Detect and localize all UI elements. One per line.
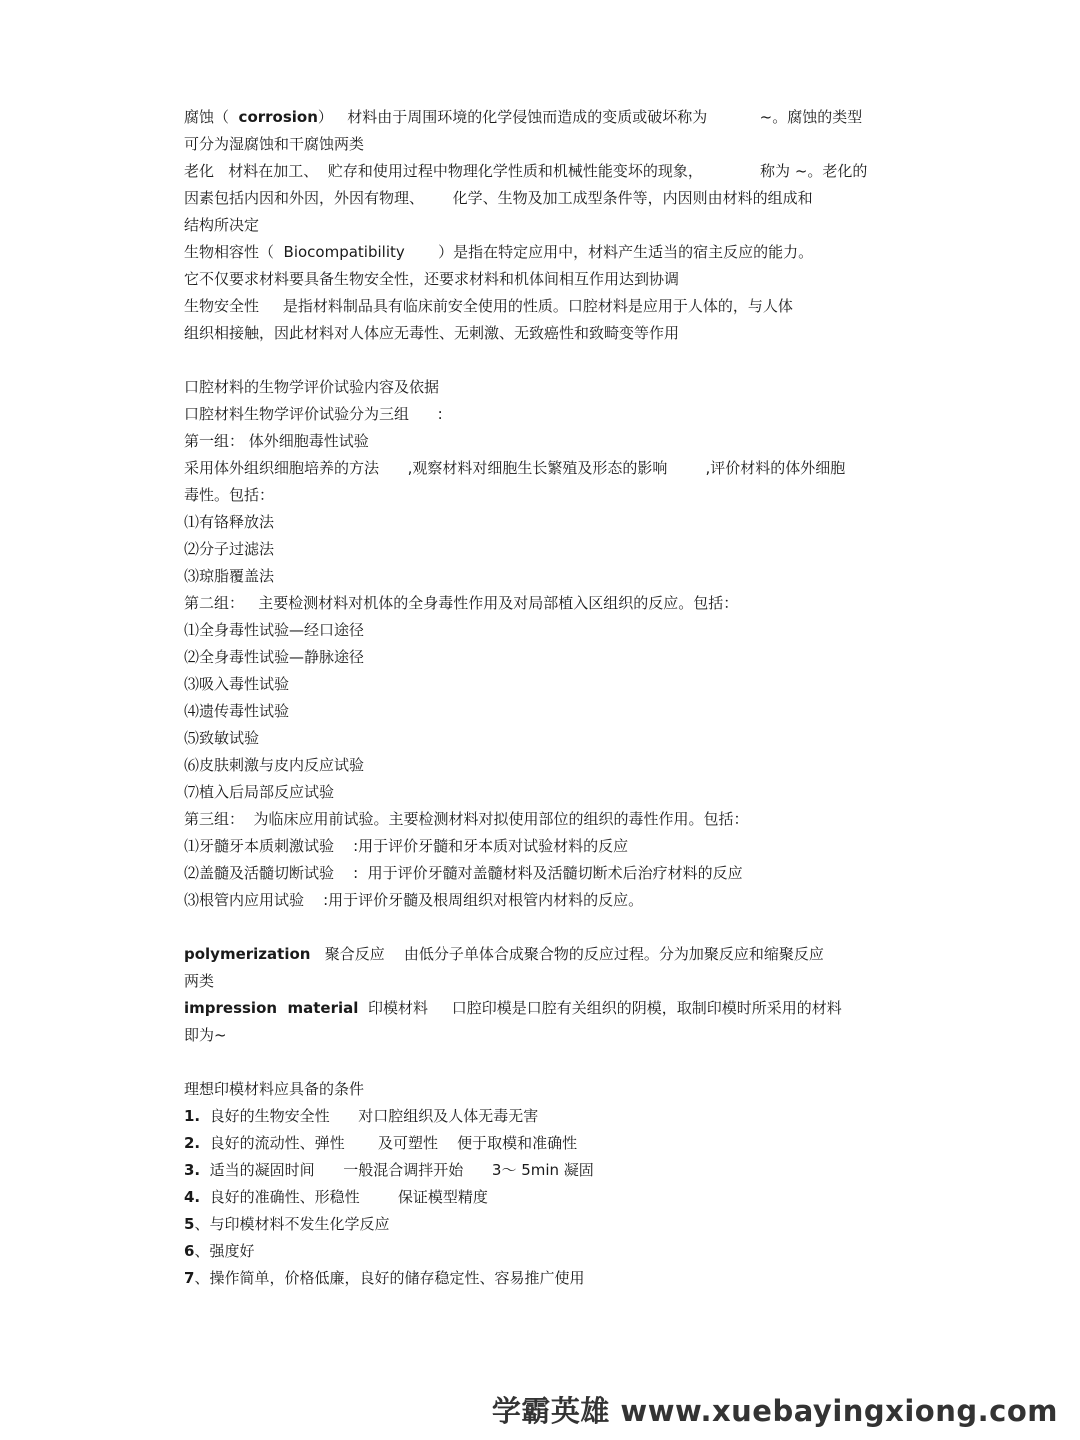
text-span: 良好的流动性、弹性 及可塑性 便于取模和准确性 [200,1134,578,1152]
text-span: 印模材料 口腔印模是口腔有关组织的阴模，取制印模时所采用的材料 [358,999,842,1017]
text-span: 适当的凝固时间 一般混合调拌开始 3～ 5min 凝固 [200,1161,594,1179]
evaluation-line: ⑵盖髓及活髓切断试验 : 用于评价牙髓对盖髓材料及活髓切断术后治疗材料的反应 [184,864,743,882]
evaluation-line: ⑴有铬释放法 [184,513,275,531]
terms-section [184,941,894,1049]
evaluation-line: 口腔材料的生物学评价试验内容及依据 [184,378,440,396]
text-span: 2. [184,1134,201,1152]
evaluation-line: ⑷遗传毒性试验 [184,702,290,720]
text-span: ） 材料由于周围环境的化学侵蚀而造成的变质或破坏称为 ~。腐蚀的类型 [317,108,863,126]
text-span: 即为~ [184,1026,227,1044]
term-line [184,1022,894,1049]
evaluation-line: 口腔材料生物学评价试验分为三组 : [184,405,443,423]
watermark: 学霸英雄 www.xuebayingxiong.com [491,1394,1058,1428]
evaluation-line: 毒性。包括： [184,486,275,504]
text-span: 良好的生物安全性 对口腔组织及人体无毒无害 [200,1107,539,1125]
text-span: 5 [184,1215,195,1233]
text-span: polymerization [184,945,311,963]
requirements-title: 理想印模材料应具备的条件 [184,1080,365,1098]
definition-line [184,239,894,266]
text-span: 6 [184,1242,195,1260]
evaluation-line: ⑵全身毒性试验—静脉途径 [184,648,365,666]
text-span: 4. [184,1188,201,1206]
evaluation-line: 第一组： 体外细胞毒性试验 [184,432,369,450]
term-line [184,968,894,995]
term-line [184,995,894,1022]
text-span: 良好的准确性、形稳性 保证模型精度 [200,1188,488,1206]
text-span: 1. [184,1107,201,1125]
evaluation-section [184,374,894,914]
evaluation-line: ⑺植入后局部反应试验 [184,783,335,801]
text-span: 结构所决定 [184,216,260,234]
text-span: corrosion [238,108,318,126]
requirement-item [184,1184,894,1211]
text-span: 生物相容性（ Biocompatibility ）是指在特定应用中，材料产生适当的宿主反应的能力。 [184,243,814,261]
requirement-item [184,1265,894,1292]
evaluation-line: ⑶琼脂覆盖法 [184,567,275,585]
text-span: 可分为湿腐蚀和干腐蚀两类 [184,135,365,153]
text-span: 因素包括内因和外因，外因有物理、 化学、生物及加工成型条件等，内因则由材料的组成和 [184,189,813,207]
spacer [184,1049,894,1076]
definition-line [184,185,894,212]
text-span: 老化 材料在加工、 贮存和使用过程中物理化学性质和机械性能变坏的现象， 称为 ~。老化的 [184,162,868,180]
text-span: 腐蚀（ [184,108,239,126]
definition-line [184,320,894,347]
text-span: 3. [184,1161,201,1179]
definitions-section [184,104,894,347]
evaluation-line: ⑴牙髓牙本质刺激试验 :用于评价牙髓和牙本质对试验材料的反应 [184,837,629,855]
text-span: 它不仅要求材料要具备生物安全性，还要求材料和机体间相互作用达到协调 [184,270,680,288]
definition-line [184,158,894,185]
evaluation-line: 第二组： 主要检测材料对机体的全身毒性作用及对局部植入区组织的反应。包括： [184,594,739,612]
term-line [184,941,894,968]
definition-line [184,131,894,158]
requirement-item [184,1157,894,1184]
text-span: 7 [184,1269,195,1287]
evaluation-line: ⑶吸入毒性试验 [184,675,290,693]
evaluation-line: ⑸致敏试验 [184,729,260,747]
document-page [184,104,894,1292]
evaluation-line: 采用体外组织细胞培养的方法 ,观察材料对细胞生长繁殖及形态的影响 ,评价材料的体外细胞 [184,459,846,477]
text-span: 、强度好 [194,1242,255,1260]
requirements-section [184,1103,894,1292]
definition-line [184,212,894,239]
evaluation-line: ⑵分子过滤法 [184,540,275,558]
definition-line [184,104,894,131]
requirement-item [184,1211,894,1238]
text-span: 组织相接触，因此材料对人体应无毒性、无刺激、无致癌性和致畸变等作用 [184,324,680,342]
text-span: 、操作简单，价格低廉，良好的储存稳定性、容易推广使用 [194,1269,585,1287]
evaluation-line: 第三组： 为临床应用前试验。主要检测材料对拟使用部位的组织的毒性作用。包括： [184,810,749,828]
requirement-item [184,1103,894,1130]
definition-line [184,266,894,293]
text-span: 聚合反应 由低分子单体合成聚合物的反应过程。分为加聚反应和缩聚反应 [310,945,824,963]
definition-line [184,293,894,320]
text-span: 生物安全性 是指材料制品具有临床前安全使用的性质。口腔材料是应用于人体的，与人体 [184,297,793,315]
evaluation-line: ⑶根管内应用试验 :用于评价牙髓及根周组织对根管内材料的反应。 [184,891,644,909]
text-span: impression material [184,999,359,1017]
evaluation-line: ⑹皮肤刺激与皮内反应试验 [184,756,365,774]
requirement-item [184,1130,894,1157]
requirement-item [184,1238,894,1265]
spacer [184,347,894,374]
text-span: 两类 [184,972,215,990]
evaluation-line: ⑴全身毒性试验—经口途径 [184,621,365,639]
text-span: 、与印模材料不发生化学反应 [194,1215,390,1233]
spacer [184,914,894,941]
